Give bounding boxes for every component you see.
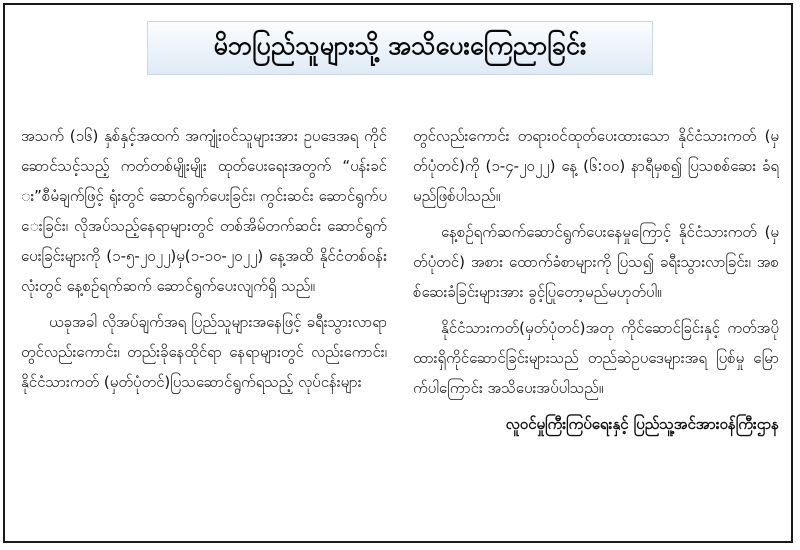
paragraph: တွင်လည်းကောင်း တရားဝင်ထုတ်ပေးထားသော နိုင်ငံသားကတ် (မှတ်ပုံတင်)ကို (၁-၄-၂၀၂၂) နေ့ (၆:၀၀) နာရီမှစ၍ ပြသစစ်ဆေး ခံရမည်ဖြစ်ပါသည်။ <box>413 127 779 205</box>
title-banner <box>15 19 785 77</box>
title-box <box>147 21 653 75</box>
notice-body <box>21 121 783 533</box>
left-column <box>21 121 387 533</box>
paragraph: ယခုအခါ လိုအပ်ချက်အရ ပြည်သူများအနေဖြင့် ခရီးသွားလာရာ တွင်လည်းကောင်း၊ တည်းခိုနေထိုင်ရာ နေရာများတွင် လည်းကောင်း၊ နိုင်ငံသားကတ် (မှတ်ပုံတင်)ပြသဆောင်ရွက်ရသည့် လုပ်ငန်းများ <box>21 313 387 391</box>
paragraph: နိုင်ငံသားကတ်(မှတ်ပုံတင်)အတု ကိုင်ဆောင်ခြင်းနှင့် ကတ်အပို ထားရှိကိုင်ဆောင်ခြင်းများသည် တည်ဆဲဥပဒေများအရ ပြစ်မှု မြောက်ပါကြောင်း အသိပေးအပ်ပါသည်။ <box>413 319 779 397</box>
paragraph: အသက် (၁၆) နှစ်နှင့်အထက် အကျုံးဝင်သူများအား ဥပဒေအရ ကိုင်ဆောင်သင့်သည့် ကတ်တစ်မျိုးမျိုး ထုတ်ပေးရေးအတွက် “ပန်းခင်း”စီမံချက်ဖြင့် ရုံးတွင် ဆောင်ရွက်ပေးခြင်း၊ ကွင်းဆင်း ဆောင်ရွက်ပေးခြင်း၊ လိုအပ်သည့်နေရာများတွင် တစ်အိမ်တက်ဆင်း ဆောင်ရွက်ပေးခြင်းများကို (၁-၅-၂၀၂၂)မှ(၁-၁၀-၂၀၂၂) နေ့အထိ နိုင်ငံတစ်ဝန်းလုံးတွင် နေ့စဉ်ရက်ဆက် ဆောင်ရွက်ပေးလျက်ရှိ သည်။ <box>21 127 387 295</box>
page-title: မိဘပြည်သူများသို့ အသိပေးကြေညာခြင်း <box>213 30 587 60</box>
notice-frame <box>3 3 793 543</box>
issuer-signature: လူဝင်မှုကြီးကြပ်ရေးနှင့် ပြည်သူ့အင်အားဝန်ကြီးဌာန <box>505 415 779 433</box>
right-column <box>413 121 779 533</box>
paragraph: နေ့စဉ်ရက်ဆက်ဆောင်ရွက်ပေးနေမှုကြောင့် နိုင်ငံသားကတ် (မှတ်ပုံတင်) အစား ထောက်ခံစာများကို ပြသ၍ ခရီးသွားလာခြင်း၊ အစစ်ဆေးခံခြင်းများအား ခွင့်ပြုတော့မည်မဟုတ်ပါ။ <box>413 223 779 301</box>
